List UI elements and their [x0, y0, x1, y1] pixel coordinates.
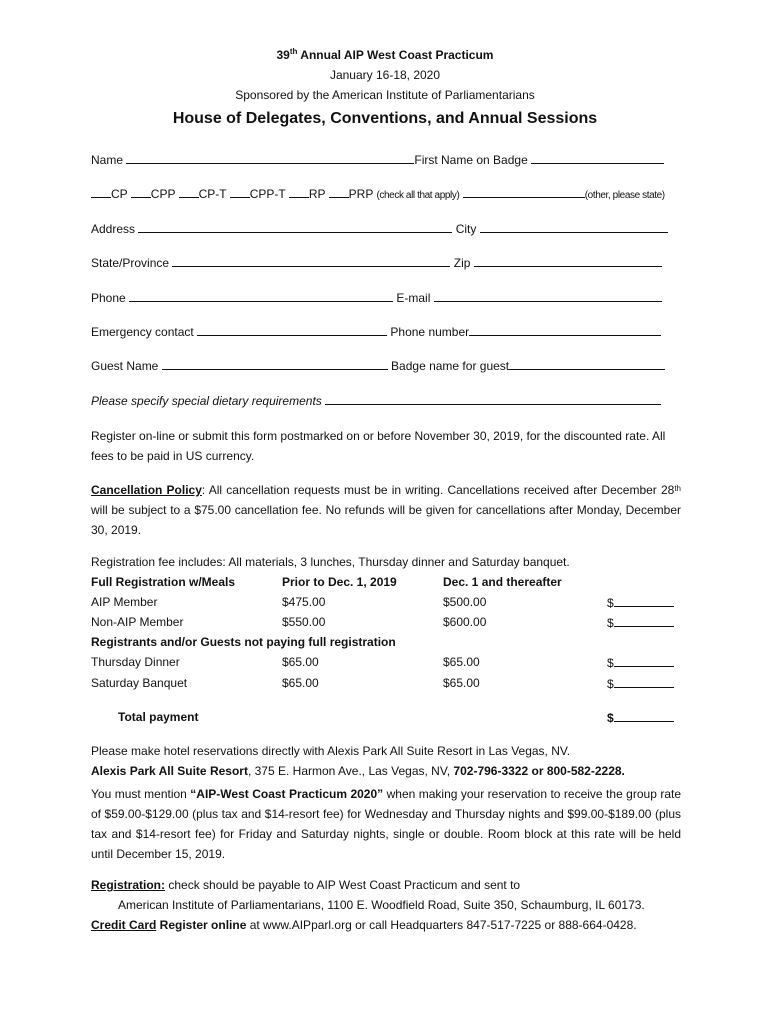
fee-row-after: $600.00 — [443, 615, 487, 629]
name-row — [91, 152, 664, 167]
name-label: Name — [91, 153, 124, 167]
registration-mail-address: American Institute of Parliamentarians, 1100 E. Woodfield Road, Suite 350, Schaumburg, IL 60173. — [118, 898, 645, 912]
emergency-contact-label: Emergency contact — [91, 325, 194, 339]
cp-check[interactable] — [91, 186, 111, 198]
address-field[interactable] — [138, 221, 452, 233]
city-label: City — [455, 222, 477, 236]
badge-name-label: First Name on Badge — [414, 153, 528, 167]
cpp-check[interactable] — [131, 186, 151, 198]
guest-row — [91, 358, 665, 373]
fees-includes: Registration fee includes: All materials, 3 lunches, Thursday dinner and Saturday banquet. — [91, 555, 570, 569]
fee-row-prior: $475.00 — [282, 595, 326, 609]
cancellation-label: Cancellation Policy — [91, 483, 202, 497]
event-number: 39 — [276, 48, 290, 62]
emergency-row — [91, 324, 661, 339]
credentials-row — [91, 186, 665, 201]
fee-header-after: Dec. 1 and thereafter — [443, 575, 562, 589]
cred-cpt-label: CP-T — [198, 187, 227, 201]
fee-row-label: AIP Member — [91, 595, 158, 609]
saturday-banquet-amount-field[interactable] — [614, 676, 674, 688]
total-payment-label: Total payment — [118, 710, 199, 724]
dietary-field[interactable] — [325, 393, 661, 405]
fee-row-after: $65.00 — [443, 655, 480, 669]
cred-other-note: (other, please state) — [584, 190, 665, 201]
fee-row-after: $65.00 — [443, 676, 480, 690]
cppt-check[interactable] — [230, 186, 250, 198]
address-row — [91, 221, 668, 236]
fee-row-prior: $550.00 — [282, 615, 326, 629]
total-symbol: $ — [607, 711, 614, 725]
fee-row-total-symbol: $ — [607, 596, 614, 610]
email-label: E-mail — [396, 291, 431, 305]
dietary-label: Please specify special dietary requirements — [91, 394, 322, 408]
city-field[interactable] — [480, 221, 668, 233]
hotel-mention-a: You must mention — [91, 787, 191, 801]
cancellation-sup: th — [674, 484, 681, 493]
guest-name-field[interactable] — [162, 358, 388, 370]
hotel-phones: 702-796-3322 or 800-582-2228. — [453, 764, 625, 778]
fee-row-label: Saturday Banquet — [91, 676, 188, 690]
zip-label: Zip — [453, 256, 471, 270]
fee-header-prior: Prior to Dec. 1, 2019 — [282, 575, 397, 589]
register-online-label: Register online — [156, 918, 247, 932]
fee-row-total-symbol: $ — [607, 677, 614, 691]
badge-name-field[interactable] — [531, 152, 664, 164]
cred-note: (check all that apply) — [376, 190, 460, 201]
cancellation-text-b: will be subject to a $75.00 cancellation fee. No refunds will be given for cancellations after Monday, December 30, 2019. — [91, 503, 681, 537]
phone-row — [91, 290, 662, 305]
phone-label: Phone — [91, 291, 126, 305]
dietary-row — [91, 393, 661, 408]
registration-text: check should be payable to AIP West Coast Practicum and sent to — [165, 878, 521, 892]
total-payment-field[interactable] — [614, 710, 674, 722]
cred-rp-label: RP — [308, 187, 326, 201]
thursday-dinner-amount-field[interactable] — [614, 655, 674, 667]
guest-badge-label: Badge name for guest — [391, 359, 510, 373]
hotel-address-line — [91, 764, 625, 778]
state-label: State/Province — [91, 256, 170, 270]
credit-card-label: Credit Card — [91, 918, 157, 932]
cpt-check[interactable] — [179, 186, 199, 198]
hotel-name: Alexis Park All Suite Resort — [91, 764, 248, 778]
registration-line — [91, 878, 520, 892]
hotel-address: , 375 E. Harmon Ave., Las Vegas, NV, — [247, 764, 454, 778]
event-title — [0, 48, 770, 62]
event-dates: January 16-18, 2020 — [329, 68, 441, 82]
cred-cp-label: CP — [111, 187, 128, 201]
state-row — [91, 255, 662, 270]
cred-prp-label: PRP — [348, 187, 374, 201]
fee-row-after: $500.00 — [443, 595, 487, 609]
page-title: House of Delegates, Conventions, and Annual Sessions — [172, 110, 598, 127]
fee-subheader: Registrants and/or Guests not paying full registration — [91, 635, 396, 649]
registration-label: Registration: — [91, 878, 166, 892]
cancellation-policy — [91, 480, 681, 540]
register-deadline-text: Register on-line or submit this form postmarked on or before November 30, 2019, for the discounted rate. All fees to be paid in US currency. — [91, 429, 666, 463]
fee-row-label: Thursday Dinner — [91, 655, 180, 669]
fee-header-category: Full Registration w/Meals — [91, 575, 236, 589]
fee-row-prior: $65.00 — [282, 655, 319, 669]
cred-cppt-label: CPP-T — [249, 187, 286, 201]
hotel-intro: Please make hotel reservations directly with Alexis Park All Suite Resort in Las Vegas, NV. — [91, 744, 571, 758]
aip-member-amount-field[interactable] — [614, 595, 674, 607]
guest-name-label: Guest Name — [91, 359, 159, 373]
state-field[interactable] — [172, 255, 450, 267]
cancellation-text-a: : All cancellation requests must be in writing. Cancellations received after December 28 — [201, 483, 675, 497]
phone-field[interactable] — [129, 290, 393, 302]
credit-card-line — [91, 918, 637, 932]
zip-field[interactable] — [474, 255, 662, 267]
hotel-group-code: “AIP-West Coast Practicum 2020” — [190, 787, 384, 801]
cred-cpp-label: CPP — [150, 187, 176, 201]
event-sponsor: Sponsored by the American Institute of Parliamentarians — [235, 88, 535, 102]
hotel-mention-b: when making your reservation to receive the group rate of $59.00-$129.00 (plus tax and $14-resort fee) for Wednesday and Thursday nights and $99.00-$189.00 (plus tax and $14-resort fee) for Friday and Saturday nights, single or double. Room block at this rate will be held until December 15, 2019. — [91, 787, 682, 861]
fee-row-total-symbol: $ — [607, 616, 614, 630]
rp-check[interactable] — [289, 186, 309, 198]
fee-row-prior: $65.00 — [282, 676, 319, 690]
hotel-mention-text — [91, 784, 681, 864]
fee-row-total-symbol: $ — [607, 656, 614, 670]
name-field[interactable] — [126, 152, 414, 164]
guest-badge-field[interactable] — [509, 358, 665, 370]
non-aip-member-amount-field[interactable] — [614, 615, 674, 627]
other-credential-field[interactable] — [463, 186, 585, 198]
phone-number-label: Phone number — [390, 325, 470, 339]
event-number-suffix: th — [289, 47, 298, 56]
address-label: Address — [91, 222, 136, 236]
emergency-contact-field[interactable] — [197, 324, 387, 336]
prp-check[interactable] — [329, 186, 349, 198]
event-name: Annual AIP West Coast Practicum — [297, 48, 494, 62]
fee-row-label: Non-AIP Member — [91, 615, 184, 629]
emergency-phone-field[interactable] — [469, 324, 661, 336]
email-field[interactable] — [434, 290, 662, 302]
register-online-text[interactable]: at www.AIPparl.org or call Headquarters 847-517-7225 or 888-664-0428. — [246, 918, 637, 932]
